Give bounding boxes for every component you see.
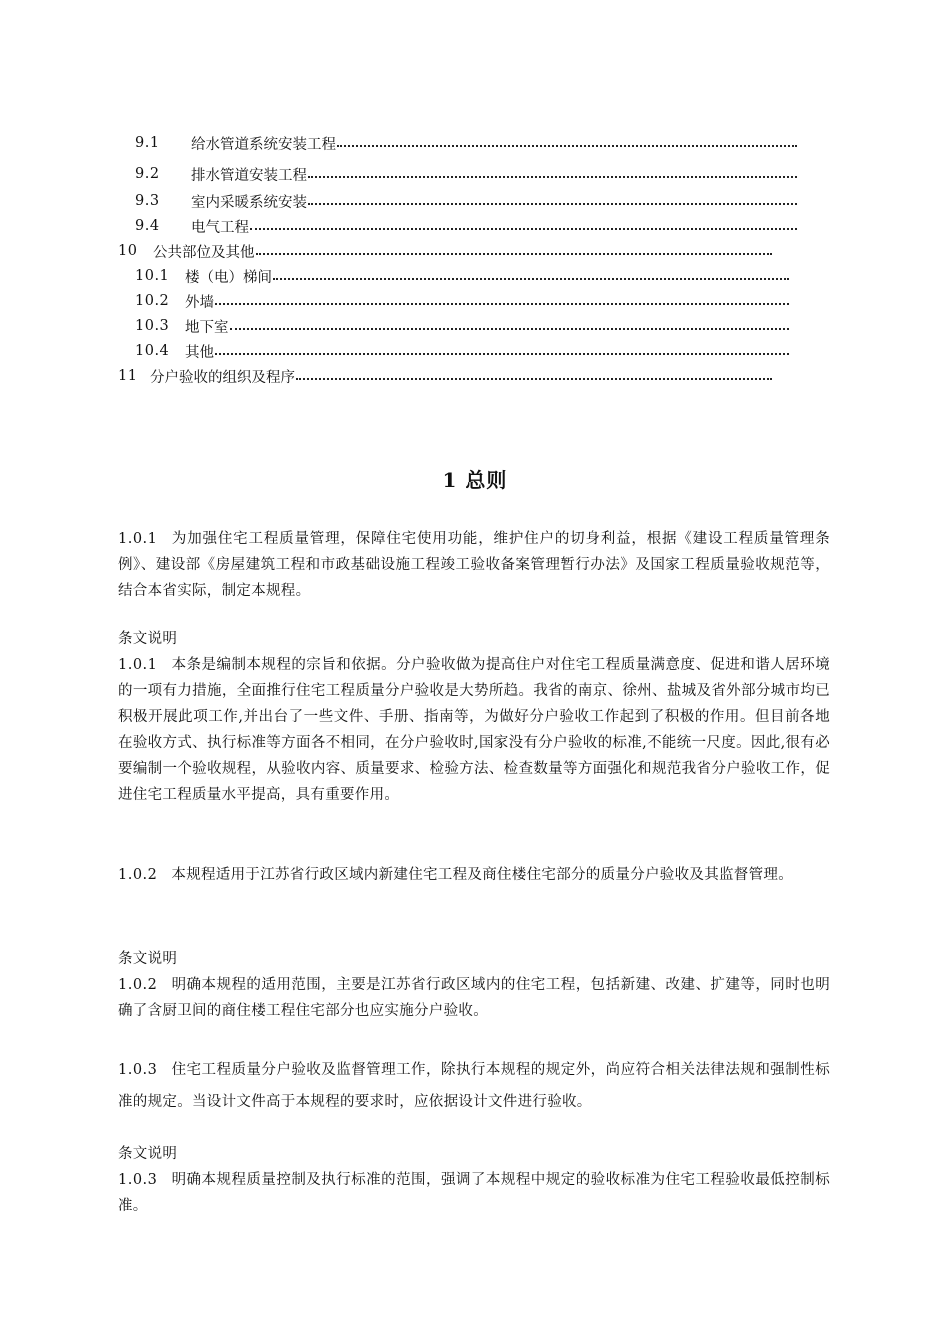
toc-chapter-entry [118,238,772,264]
clause-text: 住宅工程质量分户验收及监督管理工作，除执行本规程的规定外，尚应符合相关法律法规和强制性标准的规定。当设计文件高于本规程的要求时，应依据设计文件进行验收。 [118,1062,830,1110]
clause-number: 1.0.1 [118,657,158,673]
toc-entry-title: 楼（电）梯间 [185,269,272,286]
toc-entry-title: 排水管道安装工程 [191,167,307,184]
toc-entry-title: 外墙 [185,294,214,311]
toc-dot-leader [256,239,773,255]
toc-entry [135,213,797,239]
toc-entry-title: 其他 [185,344,214,361]
toc-entry [135,338,789,364]
commentary-label: 条文说明 [118,631,178,647]
commentary-label: 条文说明 [118,951,178,967]
commentary-section [118,946,830,1024]
toc-dot-leader [250,214,797,230]
toc-dot-leader [308,162,797,178]
toc-entry-title: 公共部位及其他 [153,244,255,261]
toc-entry-number: 10 [118,243,138,259]
toc-entry-title: 地下室 [185,319,229,336]
toc-entry [135,130,797,156]
toc-dot-leader [215,339,789,355]
toc-entry [135,161,797,187]
toc-entry-number: 9.3 [135,193,160,209]
toc-entry [135,188,797,214]
toc-entry-title: 电气工程 [191,219,249,236]
toc-entry-title: 室内采暖系统安装 [191,194,307,211]
commentary-section [118,1141,830,1219]
clause-paragraph [118,859,830,891]
toc-entry-number: 9.2 [135,166,160,182]
toc-entry-number: 10.4 [135,343,170,359]
clause-number: 1.0.1 [118,531,158,547]
clause-paragraph [118,1054,830,1118]
clause-number: 1.0.3 [118,1172,158,1188]
toc-dot-leader [230,314,790,330]
toc-chapter-entry [118,363,772,389]
toc-dot-leader [215,289,789,305]
toc-entry-title: 分户验收的组织及程序 [150,369,295,386]
toc-entry-number: 9.4 [135,218,160,234]
toc-entry-number: 11 [118,368,138,384]
toc-entry-number: 10.1 [135,268,170,284]
commentary-label: 条文说明 [118,1146,178,1162]
toc-entry-title: 给水管道系统安装工程 [191,136,336,153]
commentary-text: 明确本规程的适用范围，主要是江苏省行政区域内的住宅工程，包括新建、改建、扩建等，同时也明确了含厨卫间的商住楼工程住宅部分也应实施分户验收。 [118,977,830,1019]
clause-text: 为加强住宅工程质量管理，保障住宅使用功能，维护住户的切身利益，根据《建设工程质量管理条例》、建设部《房屋建筑工程和市政基础设施工程竣工验收备案管理暂行办法》及国家工程质量验收规范等，结合本省实际，制定本规程。 [118,531,830,599]
toc-dot-leader [337,131,797,147]
toc-dot-leader [296,364,772,380]
toc-entry [135,288,789,314]
clause-number: 1.0.3 [118,1062,158,1078]
chapter-heading: 1 总则 [442,468,508,492]
clause-number: 1.0.2 [118,977,158,993]
toc-entry [135,313,789,339]
clause-paragraph [118,526,830,604]
toc-entry-number: 9.1 [135,135,160,151]
commentary-text: 本条是编制本规程的宗旨和依据。分户验收做为提高住户对住宅工程质量满意度、促进和谐人居环境的一项有力措施，全面推行住宅工程质量分户验收是大势所趋。我省的南京、徐州、盐城及省外部分城市均已积极开展此项工作,并出台了一些文件、手册、指南等，为做好分户验收工作起到了积极的作用。但目前各地在验收方式、执行标准等方面各不相同，在分户验收时,国家没有分户验收的标准,不能统一尺度。因此,很有必要编制一个验收规程，从验收内容、质量要求、检验方法、检查数量等方面强化和规范我省分户验收工作，促进住宅工程质量水平提高，具有重要作用。 [118,657,830,803]
clause-number: 1.0.2 [118,867,158,883]
toc-dot-leader [273,264,789,280]
toc-entry-number: 10.2 [135,293,170,309]
toc-entry [135,263,789,289]
commentary-section [118,626,830,808]
toc-entry-number: 10.3 [135,318,170,334]
commentary-text: 明确本规程质量控制及执行标准的范围，强调了本规程中规定的验收标准为住宅工程验收最低控制标准。 [118,1172,830,1214]
clause-text: 本规程适用于江苏省行政区域内新建住宅工程及商住楼住宅部分的质量分户验收及其监督管理。 [171,867,794,883]
toc-dot-leader [308,189,797,205]
